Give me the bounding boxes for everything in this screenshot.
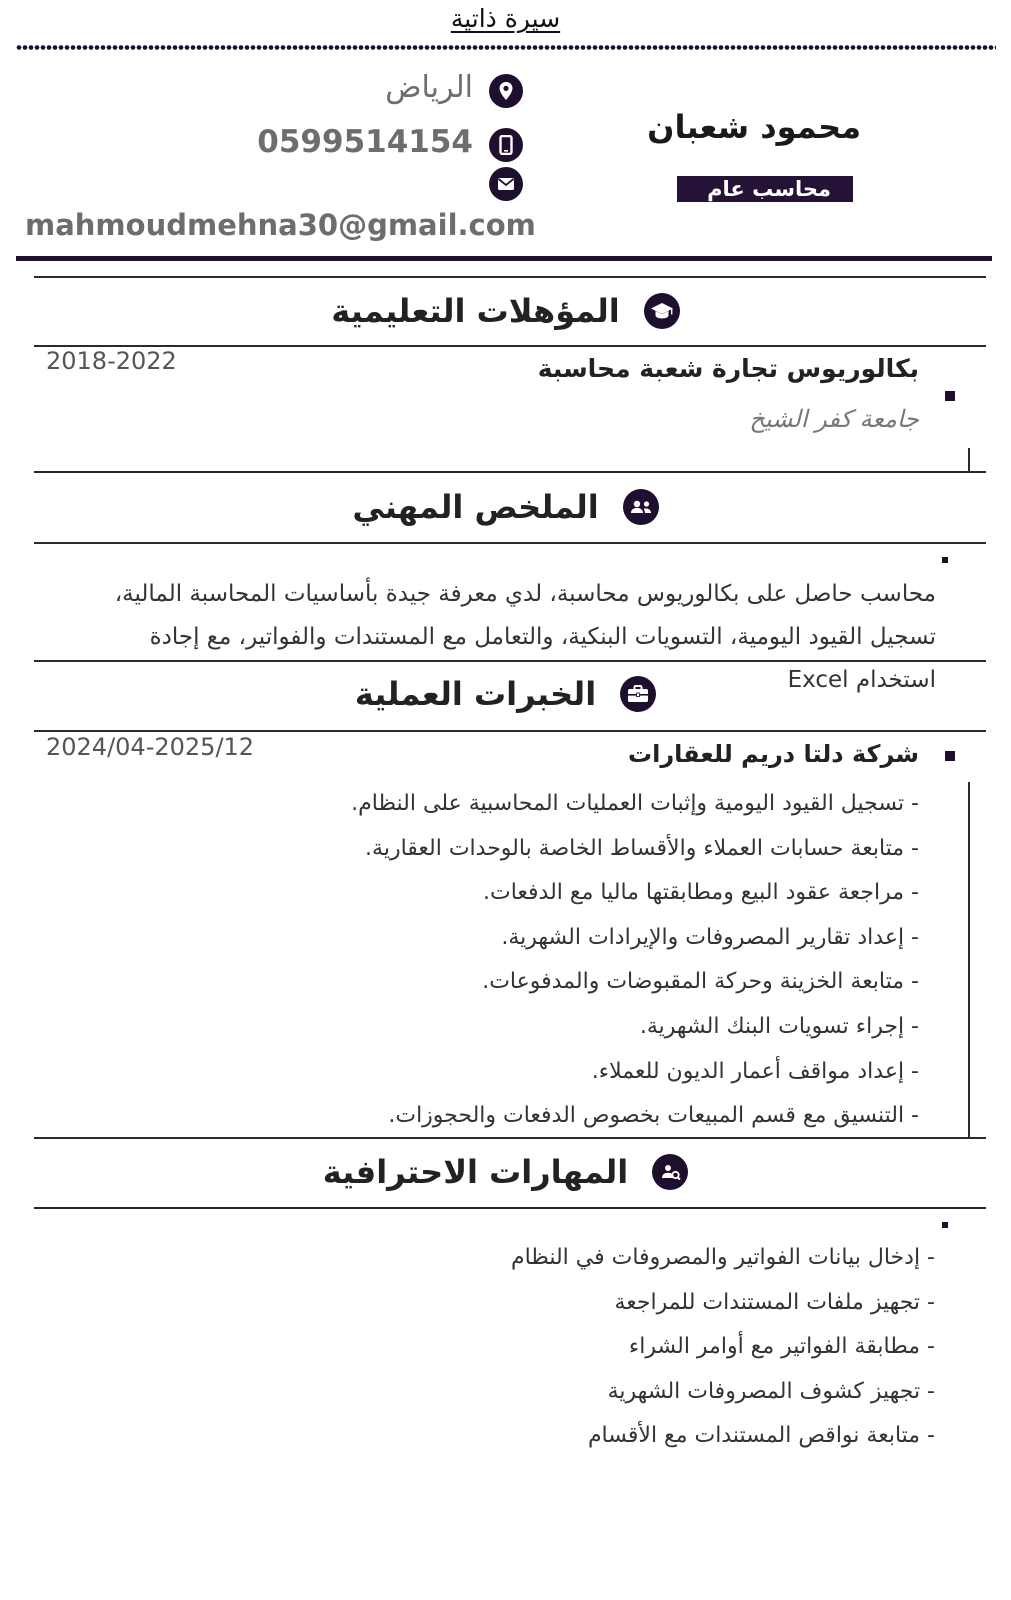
list-item: - تجهيز كشوف المصروفات الشهرية bbox=[607, 1378, 935, 1404]
list-item: - تجهيز ملفات المستندات للمراجعة bbox=[614, 1289, 935, 1315]
education-side-line bbox=[968, 448, 970, 472]
contact-email[interactable]: mahmoudmehna30@gmail.com bbox=[25, 208, 536, 242]
experience-dates: 2024/04-2025/12 bbox=[46, 733, 255, 761]
summary-top-rule bbox=[34, 471, 986, 473]
summary-text: محاسب حاصل على بكالوريوس محاسبة، لدي معرفة جيدة بأساسيات المحاسبة المالية، تسجيل القيود اليومية، التسويات البنكية، والتعامل مع المستندات والفواتير، مع إجادة استخدام Excel bbox=[114, 581, 936, 693]
skills-bottom-rule bbox=[34, 1207, 986, 1209]
list-item: - إدخال بيانات الفواتير والمصروفات في النظام bbox=[510, 1245, 935, 1270]
experience-top-rule bbox=[34, 660, 986, 662]
document-title: سيرة ذاتية bbox=[450, 4, 561, 33]
experience-section-header bbox=[0, 671, 1011, 717]
experience-side-line bbox=[968, 782, 970, 1138]
education-top-rule bbox=[34, 276, 986, 278]
list-item: - متابعة نواقص المستندات مع الأقسام bbox=[587, 1423, 935, 1448]
education-degree: بكالوريوس تجارة شعبة محاسبة bbox=[537, 354, 919, 383]
skills-heading: المهارات الاحترافية bbox=[322, 1153, 629, 1191]
experience-duties-list bbox=[219, 782, 919, 1139]
list-item: - مطابقة الفواتير مع أوامر الشراء bbox=[628, 1334, 935, 1359]
education-dates: 2018-2022 bbox=[46, 347, 177, 375]
list-item: - تسجيل القيود اليومية وإثبات العمليات المحاسبية على النظام. bbox=[351, 791, 919, 816]
education-heading: المؤهلات التعليمية bbox=[331, 292, 620, 330]
graduation-cap-icon bbox=[644, 293, 680, 329]
list-item: - متابعة حسابات العملاء والأقساط الخاصة بالوحدات العقارية. bbox=[365, 835, 919, 861]
bullet-square bbox=[945, 751, 955, 761]
bullet-square bbox=[942, 1222, 948, 1228]
education-university: جامعة كفر الشيخ bbox=[749, 405, 919, 433]
contact-city: الرياض bbox=[385, 70, 473, 105]
dotted-divider bbox=[16, 44, 996, 51]
skills-list bbox=[235, 1236, 935, 1459]
profile-icon bbox=[623, 489, 659, 525]
contact-phone[interactable]: 0599514154 bbox=[257, 124, 473, 160]
list-item: - مراجعة عقود البيع ومطابقتها ماليا مع الدفعات. bbox=[483, 880, 919, 906]
summary-bottom-rule bbox=[34, 542, 986, 544]
summary-heading: الملخص المهني bbox=[352, 488, 599, 526]
profile-name: محمود شعبان bbox=[647, 108, 861, 146]
summary-section-header bbox=[0, 484, 1011, 530]
phone-icon bbox=[489, 128, 523, 162]
bullet-square bbox=[945, 391, 955, 401]
list-item: - متابعة الخزينة وحركة المقبوضات والمدفوعات. bbox=[482, 969, 919, 995]
email-icon bbox=[489, 167, 523, 201]
skills-top-rule bbox=[34, 1137, 986, 1139]
skills-gear-icon bbox=[652, 1154, 688, 1190]
list-item: - إعداد تقارير المصروفات والإيرادات الشهرية. bbox=[501, 924, 919, 950]
education-section-header bbox=[0, 288, 1011, 334]
location-pin-icon bbox=[489, 74, 523, 108]
skills-section-header bbox=[0, 1149, 1011, 1195]
header-divider bbox=[16, 256, 992, 261]
bullet-square bbox=[942, 557, 948, 563]
experience-heading: الخبرات العملية bbox=[354, 675, 597, 713]
list-item: - إجراء تسويات البنك الشهرية. bbox=[639, 1013, 919, 1039]
list-item: - إعداد مواقف أعمار الديون للعملاء. bbox=[591, 1058, 919, 1084]
list-item: - التنسيق مع قسم المبيعات بخصوص الدفعات والحجوزات. bbox=[388, 1103, 919, 1129]
experience-bottom-rule bbox=[34, 730, 986, 732]
experience-company: شركة دلتا دريم للعقارات bbox=[627, 740, 919, 768]
job-title-badge: محاسب عام bbox=[677, 176, 853, 202]
briefcase-icon bbox=[620, 676, 656, 712]
